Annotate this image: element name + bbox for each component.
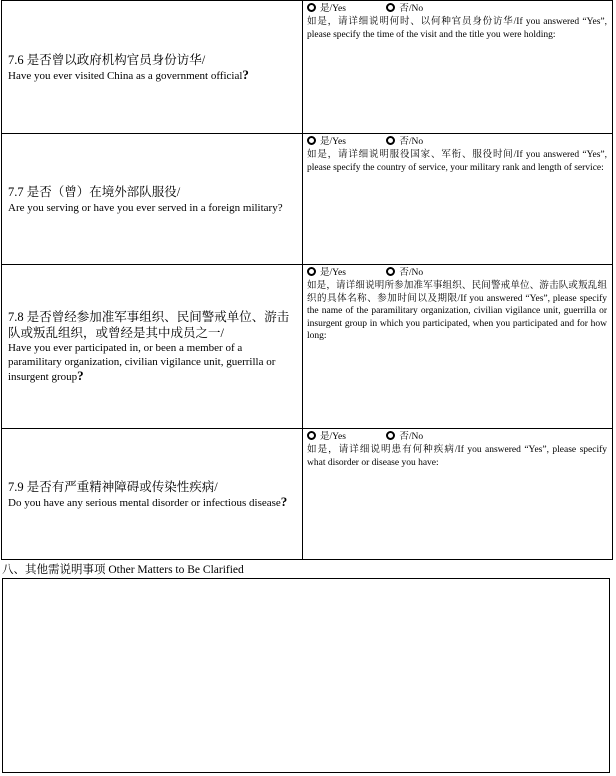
radio-no-icon[interactable] [386,136,395,145]
question-text-en: Have you ever participated in, or been a member of a paramilitary organization, civilian vigilance unit, guerrilla or insurgent group? [8,342,276,383]
section-8-title: 八、其他需说明事项 Other Matters to Be Clarified [2,564,244,576]
radio-no-icon[interactable] [386,3,395,12]
radio-yes-icon[interactable] [307,136,316,145]
no-option[interactable]: 否/No [386,267,423,280]
question-text-zh: 7.8 是否曾经参加准军事组织、民间警戒单位、游击队或叛乱组织，或曾经是其中成员之一/ [8,310,290,340]
detail-instruction: 如是，请详细说明服役国家、军衔、服役时间/If you answered “Yes”, please specify the country of service, your military rank and length of service: [307,150,607,173]
radio-yes-icon[interactable] [307,431,316,440]
yes-option[interactable]: 是/Yes [307,3,346,16]
answer-cell [303,1,613,134]
answer-cell [303,265,613,429]
yes-option[interactable]: 是/Yes [307,267,346,280]
question-cell [2,265,303,429]
no-option[interactable]: 否/No [386,3,423,16]
answer-cell [303,134,613,265]
question-text-en: Do you have any serious mental disorder or infectious disease? [8,493,288,509]
question-mark: ? [77,368,84,383]
question-text-en: Are you serving or have you ever served in a foreign military? [8,201,283,214]
question-row-7-7 [2,134,613,265]
other-matters-textarea[interactable] [2,578,610,773]
radio-no-icon[interactable] [386,431,395,440]
no-option[interactable]: 否/No [386,431,423,444]
question-row-7-6 [2,1,613,134]
answer-cell [303,429,613,560]
radio-no-icon[interactable] [386,267,395,276]
questions-table [1,0,613,560]
question-cell [2,1,303,134]
question-cell [2,134,303,265]
radio-yes-icon[interactable] [307,3,316,12]
detail-instruction: 如是，请详细说明所参加准军事组织、民间警戒单位、游击队或叛乱组织的具体名称、参加时间以及期限/If you answered “Yes”, please specify the name of the paramilitary organization, civilian vigilance unit, guerrilla or insurgent group in which you participated, when you participated and for how long: [307,281,607,341]
question-text-zh: 7.6 是否曾以政府机构官员身份访华/ [8,52,206,67]
detail-instruction: 如是，请详细说明患有何种疾病/If you answered “Yes”, please specify what disorder or disease you have: [307,445,607,468]
radio-yes-icon[interactable] [307,267,316,276]
question-text-en: Have you ever visited China as a government official? [8,66,249,82]
question-cell [2,429,303,560]
yes-option[interactable]: 是/Yes [307,431,346,444]
question-row-7-9 [2,429,613,560]
question-mark: ? [280,493,288,509]
yes-option[interactable]: 是/Yes [307,136,346,149]
no-option[interactable]: 否/No [386,136,423,149]
question-row-7-8 [2,265,613,429]
detail-instruction: 如是，请详细说明何时、以何种官员身份访华/If you answered “Yes”, please specify the time of the visit and the title you were holding: [307,17,607,40]
question-text-zh: 7.9 是否有严重精神障碍或传染性疾病/ [8,479,218,494]
question-mark: ? [242,66,249,82]
question-text-zh: 7.7 是否（曾）在境外部队服役/ [8,184,181,199]
